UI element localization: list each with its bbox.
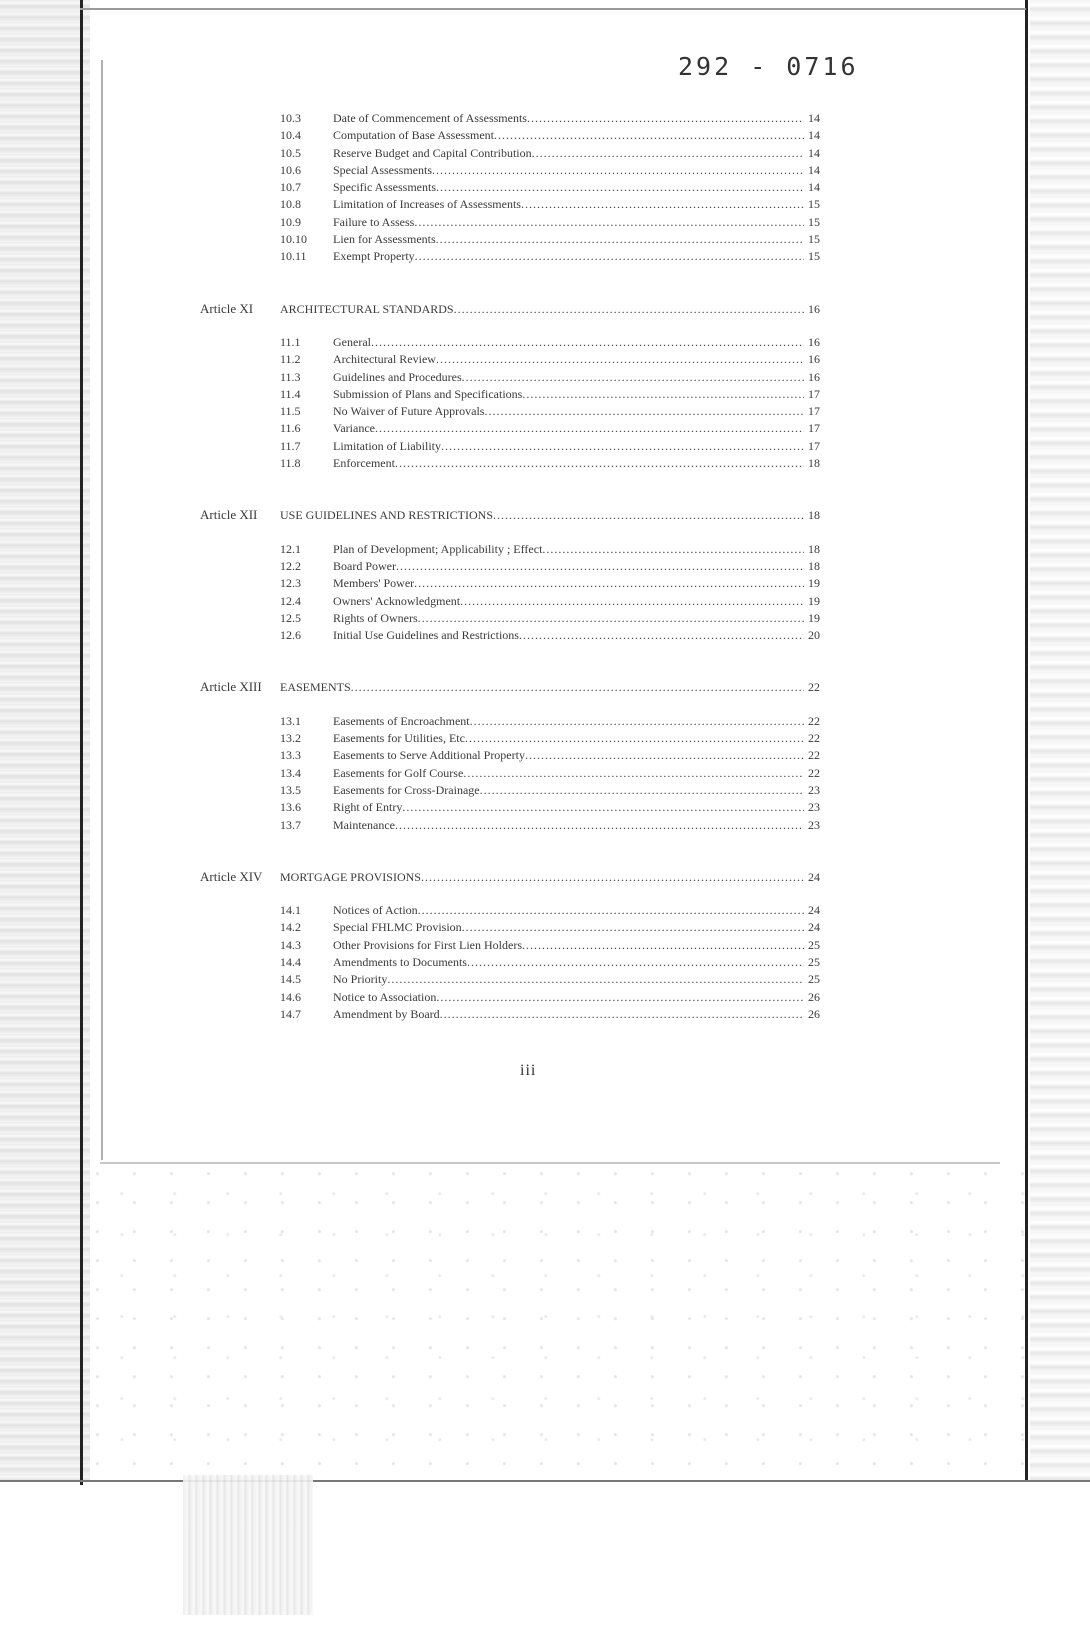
article-title: USE GUIDELINES AND RESTRICTIONS [280,508,493,523]
article-page-number: 18 [808,508,820,523]
section-number: 10.3 [280,111,301,125]
section-number: 14.5 [280,972,301,987]
toc-article-row [200,300,820,317]
section-title: Reserve Budget and Capital Contribution [333,145,532,160]
section-number: 11.1 [280,334,301,349]
section-title-wrap [333,610,804,627]
toc-section-row [200,196,820,213]
section-page-number: 18 [808,541,820,556]
scan-border-left-inner [101,60,103,1160]
section-page-number: 14 [808,180,820,195]
section-title: Initial Use Guidelines and Restrictions [333,628,519,643]
section-page-number: 22 [808,765,820,780]
section-page-number: 15 [808,249,820,264]
dot-leader [527,110,804,127]
section-number: 14.1 [280,903,301,918]
section-page-number: 23 [808,782,820,797]
article-title: ARCHITECTURAL STANDARDS [280,301,454,316]
section-title-wrap [333,369,804,386]
section-title: Members' Power [333,576,415,591]
section-title-wrap [333,110,804,127]
dot-leader [351,679,804,696]
section-title-wrap [333,971,804,988]
section-page-number: 20 [808,628,820,643]
dot-leader [436,351,804,368]
toc-section-row [200,902,820,919]
section-number: 14.3 [280,937,301,952]
section-number: 13.4 [280,765,301,780]
section-title: Notice to Association [333,989,437,1004]
section-title-wrap [333,127,804,144]
section-title-wrap [333,231,804,248]
section-title-wrap [333,817,804,834]
dot-leader [542,541,804,558]
dot-leader [415,248,804,265]
dot-leader [396,558,804,575]
toc-section-row [200,627,820,644]
toc-section-row [200,214,820,231]
section-title: No Priority [333,972,388,987]
section-title: Board Power [333,558,396,573]
section-number: 14.7 [280,1006,301,1021]
section-page-number: 17 [808,386,820,401]
section-number: 13.7 [280,817,301,832]
dot-leader [463,765,804,782]
section-page-number: 14 [808,128,820,143]
section-title-wrap [333,145,804,162]
section-title-wrap [333,989,804,1006]
section-title: Maintenance [333,817,395,832]
section-page-number: 22 [808,748,820,763]
section-number: 12.5 [280,610,301,625]
section-page-number: 24 [808,903,820,918]
section-title: Limitation of Increases of Assessments [333,197,521,212]
toc-section-row [200,1006,820,1023]
toc-section-row [200,937,820,954]
section-page-number: 16 [808,369,820,384]
toc-section-row [200,420,820,437]
section-title-wrap [333,196,804,213]
dot-leader [494,127,804,144]
section-number: 10.8 [280,197,301,212]
record-stamp: 292 - 0716 [678,52,859,81]
section-page-number: 26 [808,1006,820,1021]
toc-section-row [200,593,820,610]
section-title: Easements for Golf Course [333,765,464,780]
section-title: Plan of Development; Applicability ; Effect [333,541,543,556]
dot-leader [480,782,804,799]
section-title: Specific Assessments [333,180,436,195]
toc-section-row [200,730,820,747]
section-title: Notices of Action [333,903,418,918]
section-page-number: 25 [808,972,820,987]
article-title-wrap [280,507,804,524]
article-label: Article XII [200,507,258,523]
article-title-wrap [280,301,804,318]
section-title-wrap [333,799,804,816]
dot-leader [436,989,804,1006]
section-number: 11.6 [280,421,301,436]
scan-noise-area [90,1165,1025,1475]
dot-leader [519,627,804,644]
dot-leader [441,438,804,455]
section-title-wrap [333,954,804,971]
section-number: 13.5 [280,782,301,797]
section-number: 12.6 [280,628,301,643]
section-title-wrap [333,730,804,747]
article-title: MORTGAGE PROVISIONS [280,869,421,884]
section-title-wrap [333,782,804,799]
section-title-wrap [333,351,804,368]
toc-section-row [200,179,820,196]
section-title-wrap [333,627,804,644]
section-title: Other Provisions for First Lien Holders [333,937,522,952]
article-page-number: 24 [808,869,820,884]
dot-leader [395,455,804,472]
toc-section-row [200,541,820,558]
dot-leader [414,214,804,231]
section-title: Rights of Owners [333,610,418,625]
section-number: 13.3 [280,748,301,763]
section-page-number: 19 [808,610,820,625]
toc-section-row [200,610,820,627]
toc-section-row [200,747,820,764]
section-number: 12.4 [280,593,301,608]
section-title-wrap [333,162,804,179]
section-title-wrap [333,765,804,782]
toc-section-row [200,817,820,834]
section-page-number: 23 [808,817,820,832]
section-number: 13.6 [280,800,301,815]
section-page-number: 22 [808,731,820,746]
section-page-number: 26 [808,989,820,1004]
section-title-wrap [333,179,804,196]
section-number: 11.3 [280,369,301,384]
dot-leader [462,919,804,936]
dot-leader [371,334,804,351]
toc-section-row [200,575,820,592]
dot-leader [462,369,804,386]
article-title: EASEMENTS [280,680,351,695]
section-page-number: 14 [808,162,820,177]
dot-leader [375,420,804,437]
dot-leader [414,575,804,592]
section-title: Amendment by Board [333,1006,440,1021]
toc-section-row [200,386,820,403]
toc-section-row [200,162,820,179]
section-title: Amendments to Documents [333,954,467,969]
dot-leader [395,817,804,834]
section-page-number: 24 [808,920,820,935]
section-title-wrap [333,386,804,403]
table-of-contents [200,110,820,1023]
dot-leader [440,1006,804,1023]
scan-border-bottom [0,1480,1090,1482]
toc-article-row [200,678,820,695]
section-number: 14.4 [280,954,301,969]
section-title: Architectural Review [333,352,436,367]
section-number: 11.5 [280,404,301,419]
section-page-number: 16 [808,334,820,349]
section-page-number: 17 [808,438,820,453]
section-page-number: 16 [808,352,820,367]
dot-leader [465,730,804,747]
section-title: General [333,334,371,349]
section-title: Owners' Acknowledgment [333,593,461,608]
toc-section-row [200,145,820,162]
dot-leader [522,386,804,403]
section-page-number: 17 [808,421,820,436]
section-page-number: 19 [808,576,820,591]
section-title: Failure to Assess [333,214,415,229]
section-number: 10.7 [280,180,301,195]
section-title: Easements to Serve Additional Property [333,748,525,763]
toc-section-row [200,782,820,799]
toc-section-row [200,369,820,386]
section-title-wrap [333,713,804,730]
section-page-number: 14 [808,111,820,125]
toc-section-row [200,248,820,265]
article-label: Article XIII [200,679,262,695]
section-number: 13.2 [280,731,301,746]
section-number: 10.4 [280,128,301,143]
section-number: 12.3 [280,576,301,591]
article-label: Article XI [200,300,254,316]
section-title: Guidelines and Procedures [333,369,462,384]
toc-article-row [200,506,820,523]
section-title-wrap [333,747,804,764]
section-title: Computation of Base Assessment [333,128,494,143]
section-title-wrap [333,248,804,265]
section-title: Date of Commencement of Assessments [333,111,527,125]
section-title-wrap [333,403,804,420]
toc-section-row [200,765,820,782]
section-title: Easements for Utilities, Etc [333,731,465,746]
toc-section-row [200,558,820,575]
dot-leader [532,145,804,162]
section-number: 12.2 [280,558,301,573]
section-title-wrap [333,937,804,954]
section-page-number: 25 [808,954,820,969]
section-page-number: 18 [808,558,820,573]
section-title-wrap [333,919,804,936]
dot-leader [418,610,804,627]
section-title-wrap [333,1006,804,1023]
section-page-number: 23 [808,800,820,815]
section-title: Variance [333,421,375,436]
section-title-wrap [333,558,804,575]
section-title: No Waiver of Future Approvals [333,404,485,419]
toc-section-row [200,455,820,472]
dot-leader [436,231,804,248]
section-title: Easements for Cross-Drainage [333,782,480,797]
dot-leader [402,799,804,816]
toc-section-row [200,403,820,420]
section-title-wrap [333,420,804,437]
scan-border-right [1025,0,1028,1480]
section-page-number: 14 [808,145,820,160]
toc-section-row [200,954,820,971]
section-title-wrap [333,902,804,919]
section-number: 11.4 [280,386,301,401]
toc-section-row [200,334,820,351]
section-title-wrap [333,541,804,558]
section-title: Exempt Property [333,249,415,264]
section-number: 10.5 [280,145,301,160]
section-title: Special Assessments [333,162,432,177]
dot-leader [418,902,804,919]
section-number: 10.10 [280,232,307,247]
article-page-number: 16 [808,301,820,316]
section-number: 14.6 [280,989,301,1004]
dot-leader [432,162,804,179]
page-number-footer: iii [520,1062,537,1079]
section-title-wrap [333,334,804,351]
section-number: 12.1 [280,541,301,556]
article-label: Article XIV [200,868,263,884]
article-title-wrap [280,679,804,696]
section-number: 11.7 [280,438,301,453]
toc-section-row [200,919,820,936]
section-title-wrap [333,455,804,472]
toc-section-row [200,127,820,144]
page-bottom-edge [100,1162,1000,1164]
scan-edge-left [0,0,90,1480]
article-page-number: 22 [808,680,820,695]
section-page-number: 18 [808,456,820,471]
section-page-number: 19 [808,593,820,608]
scan-border-top [80,8,1026,10]
section-title-wrap [333,438,804,455]
section-page-number: 22 [808,713,820,728]
section-number: 10.11 [280,249,307,264]
section-title-wrap [333,214,804,231]
section-title: Easements of Encroachment [333,713,470,728]
dot-leader [484,403,804,420]
toc-section-row [200,713,820,730]
section-page-number: 15 [808,214,820,229]
section-page-number: 15 [808,232,820,247]
toc-section-row [200,799,820,816]
toc-article-row [200,868,820,885]
scan-border-left [80,0,83,1485]
dot-leader [467,954,804,971]
dot-leader [454,301,804,318]
dot-leader [436,179,804,196]
article-title-wrap [280,869,804,886]
toc-section-row [200,989,820,1006]
toc-section-row [200,110,820,127]
section-title: Right of Entry [333,800,403,815]
section-title: Enforcement [333,456,395,471]
section-title: Lien for Assessments [333,232,436,247]
toc-section-row [200,971,820,988]
dot-leader [525,747,804,764]
dot-leader [522,937,804,954]
section-number: 11.8 [280,456,301,471]
section-title: Limitation of Liability [333,438,441,453]
section-number: 10.6 [280,162,301,177]
dot-leader [470,713,804,730]
section-page-number: 15 [808,197,820,212]
section-number: 14.2 [280,920,301,935]
dot-leader [387,971,804,988]
section-number: 10.9 [280,214,301,229]
toc-section-row [200,438,820,455]
scan-edge-right [1030,0,1090,1480]
section-title-wrap [333,575,804,592]
section-number: 11.2 [280,352,301,367]
dot-leader [421,869,804,886]
section-title-wrap [333,593,804,610]
dot-leader [521,196,804,213]
section-page-number: 17 [808,404,820,419]
dot-leader [460,593,804,610]
dot-leader [493,507,804,524]
section-number: 13.1 [280,713,301,728]
section-title: Submission of Plans and Specifications [333,386,523,401]
toc-section-row [200,351,820,368]
toc-section-row [200,231,820,248]
scan-tab-stub [183,1475,313,1615]
section-page-number: 25 [808,937,820,952]
section-title: Special FHLMC Provision [333,920,462,935]
